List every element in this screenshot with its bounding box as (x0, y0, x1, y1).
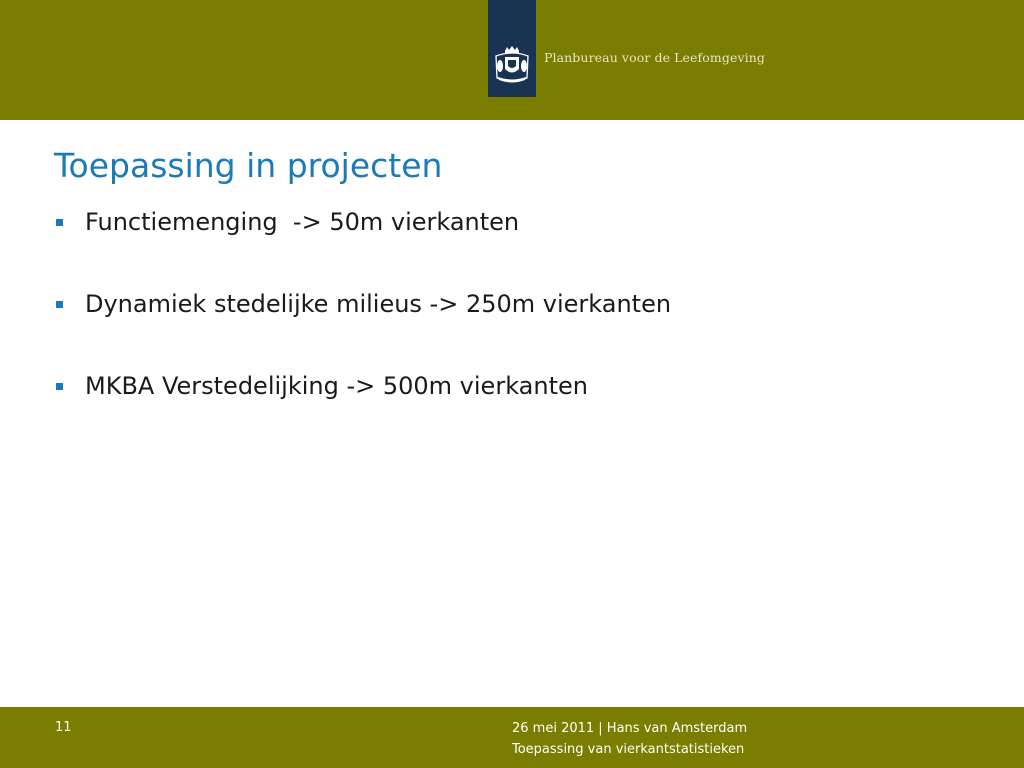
dutch-royal-coat-of-arms-icon (490, 44, 534, 88)
header-band (0, 0, 1024, 120)
logo-block (488, 0, 536, 97)
square-bullet-icon (56, 219, 63, 226)
organization-name: Planbureau voor de Leefomgeving (544, 50, 765, 65)
footer-date-author: 26 mei 2011 | Hans van Amsterdam (512, 721, 748, 736)
page-number: 11 (55, 720, 72, 735)
footer-presentation-title: Toepassing van vierkantstatistieken (512, 742, 745, 757)
square-bullet-icon (56, 383, 63, 390)
bullet-text: MKBA Verstedelijking -> 500m vierkanten (85, 372, 588, 400)
square-bullet-icon (56, 301, 63, 308)
footer-meta (512, 718, 747, 760)
bullet-text: Dynamiek stedelijke milieus -> 250m vierkanten (85, 290, 672, 318)
bullet-text: Functiemenging -> 50m vierkanten (85, 208, 520, 236)
footer-band (0, 707, 1024, 768)
slide-title: Toepassing in projecten (54, 146, 443, 185)
